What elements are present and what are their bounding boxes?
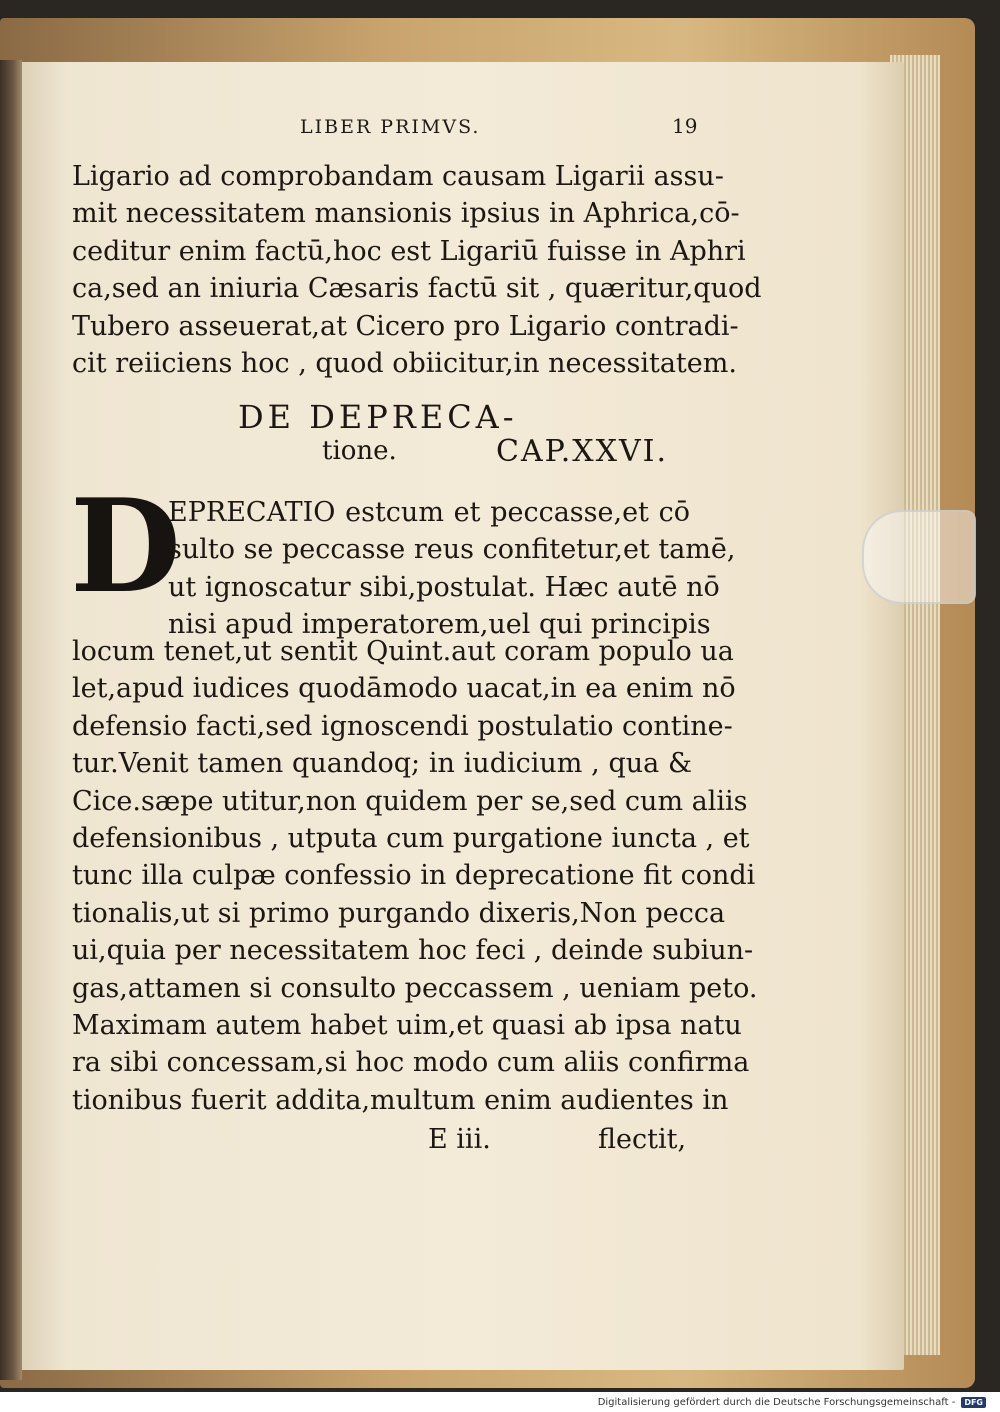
chapter-number: CAP.XXVI. xyxy=(496,434,669,469)
digitization-credit xyxy=(598,1397,986,1408)
text-line: EPRECATIO estcum et peccasse,et cō xyxy=(168,497,690,528)
text-line: ui,quia per necessitatem hoc feci , deinde subiun- xyxy=(72,935,754,967)
signature-mark: E iii. xyxy=(428,1124,491,1155)
spine-shadow xyxy=(0,60,22,1380)
text-line: let,apud iudices quodāmodo uacat,in ea enim nō xyxy=(72,673,736,705)
text-line: Tubero asseuerat,at Cicero pro Ligario contradi- xyxy=(72,310,739,342)
bookmark-tab xyxy=(862,510,976,604)
chapter-heading-line1: DE DEPRECA- xyxy=(238,398,518,436)
paragraph-2-indented xyxy=(168,494,736,644)
running-head: LIBER PRIMVS. xyxy=(300,116,481,138)
text-line: tur.Venit tamen quandoq; in iudicium , qua & xyxy=(72,748,692,780)
text-line: Ligario ad comprobandam causam Ligarii assu- xyxy=(72,161,724,192)
text-line: defensio facti,sed ignoscendi postulatio contine- xyxy=(72,710,733,742)
drop-cap: D xyxy=(70,472,181,622)
dfg-logo: DFG xyxy=(961,1397,986,1408)
chapter-heading-line2: tione. xyxy=(322,436,397,466)
text-line: ut ignoscatur sibi,postulat. Hæc autē nō xyxy=(168,571,720,603)
text-line: mit necessitatem mansionis ipsius in Aphrica,cō- xyxy=(72,198,740,230)
paragraph-1 xyxy=(72,158,762,382)
paragraph-2-body xyxy=(72,633,758,1119)
text-line: defensionibus , utputa cum purgatione iuncta , et xyxy=(72,823,750,855)
text-line: gas,attamen si consulto peccassem , ueniam peto. xyxy=(72,972,758,1004)
text-line: tionalis,ut si primo purgando dixeris,Non pecca xyxy=(72,897,726,929)
page-number: 19 xyxy=(672,114,698,138)
text-line: locum tenet,ut sentit Quint.aut coram populo ua xyxy=(72,636,734,667)
text-line: ra sibi concessam,si hoc modo cum aliis confirma xyxy=(72,1047,750,1079)
credit-text: Digitalisierung gefördert durch die Deutsche Forschungsgemeinschaft - xyxy=(597,1397,956,1408)
text-line: tionibus fuerit addita,multum enim audientes in xyxy=(72,1084,729,1116)
text-line: Cice.sæpe utitur,non quidem per se,sed cum aliis xyxy=(72,785,748,817)
text-line: nisi apud imperatorem,uel qui principis xyxy=(168,609,711,641)
text-line: tunc illa culpæ confessio in deprecatione fit condi xyxy=(72,860,756,892)
text-line: cit reiiciens hoc , quod obiicitur,in necessitatem. xyxy=(72,348,737,380)
text-line: Maximam autem habet uim,et quasi ab ipsa natu xyxy=(72,1010,742,1042)
text-line: sulto se peccasse reus confitetur,et tamē, xyxy=(168,534,736,566)
text-line: ceditur enim factū,hoc est Ligariū fuisse in Aphri xyxy=(72,235,746,267)
text-line: ca,sed an iniuria Cæsaris factū sit , quæritur,quod xyxy=(72,273,762,305)
catchword: flectit, xyxy=(598,1124,687,1155)
